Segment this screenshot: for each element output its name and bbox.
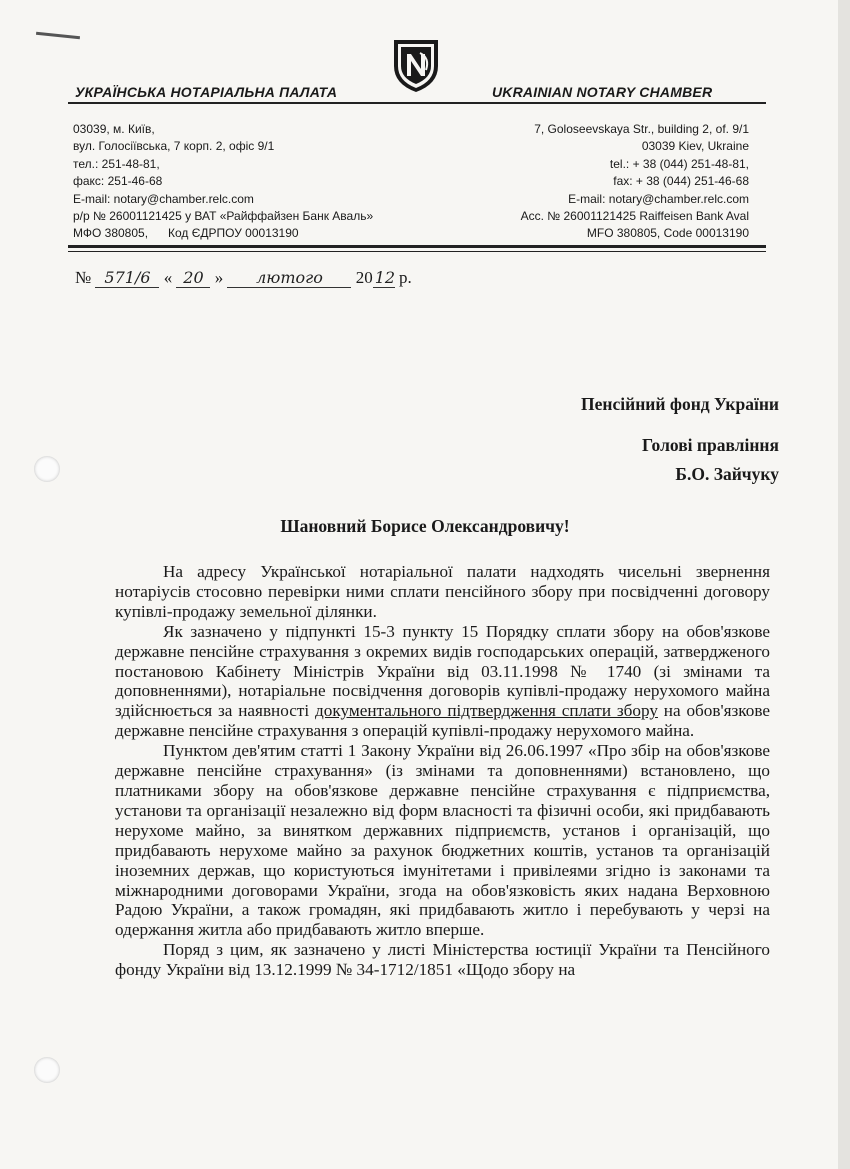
address-line: вул. Голосіївська, 7 корп. 2, офіс 9/1 <box>73 139 275 154</box>
org-name-ua: УКРАЇНСЬКА НОТАРІАЛЬНА ПАЛАТА <box>75 84 338 100</box>
underlined-phrase: документального підтвердження сплати збору <box>315 701 658 721</box>
address-rule-thin <box>68 251 766 252</box>
bank-code-line: MFO 380805, Code 00013190 <box>586 226 749 241</box>
address-block-en <box>521 121 749 243</box>
bank-account-line: р/р № 26001121425 у ВАТ «Райффайзен Банк Аваль» <box>73 209 374 224</box>
registration-year: 12 <box>374 268 396 287</box>
registration-day: 20 <box>176 268 210 288</box>
email-line: E-mail: notary@chamber.relc.com <box>568 191 749 206</box>
salutation: Шановний Борисе Олександровичу! <box>280 516 570 536</box>
address-line: 03039 Kiev, Ukraine <box>641 139 749 154</box>
open-quote: « <box>163 268 173 287</box>
fax-line: факс: 251-46-68 <box>73 174 163 189</box>
address-line: 7, Goloseevskaya Str., building 2, of. 9/1 <box>534 122 749 136</box>
paragraph: Поряд з цим, як зазначено у листі Міністерства юстиції України та Пенсійного фонду України від 13.12.1999 № 34-1712/1851 «Щодо збору на <box>115 940 770 980</box>
paragraph-text: на обов'язкове державне пенсійне страхування з операцій купівлі-продажу нерухомого майна. <box>115 701 771 741</box>
address-block-ua <box>73 121 373 243</box>
notary-chamber-logo-icon <box>390 36 442 94</box>
punch-hole-bottom <box>34 1057 60 1083</box>
phone-line: tel.: + 38 (044) 251-48-81, <box>609 156 749 171</box>
fax-line: fax: + 38 (044) 251-46-68 <box>613 174 749 189</box>
paragraph: На адресу Української нотаріальної палати надходять чисельні звернення нотаріусів стосовно перевірки ними сплати пенсійного збору при посвідченні договору купівлі-продажу земельної ділянки. <box>115 562 770 621</box>
recipient-org: Пенсійний фонд України <box>581 394 779 414</box>
email-line: E-mail: notary@chamber.relc.com <box>73 191 254 206</box>
address-rule-thick <box>68 245 766 248</box>
year-prefix: 20 <box>355 268 373 287</box>
paragraph: Пунктом дев'ятим статті 1 Закону України від 26.06.1997 «Про збір на обов'язкове державне пенсійне страхування» (із змінами та доповненнями) встановлено, що платниками збору на обов'язкове державне пенсійне страхування є підприємства, установи та організації незалежно від форм власності та фізичні особи, які придбавають нерухоме майно, за винятком державних підприємств, установ і організацій, що придбавають нерухоме майно за рахунок бюджетних коштів, установ та організацій іноземних держав, що користуються імунітетами і привілеями згідно із законами та міжнародними договорами України, згода на обов'язковість яких надана Верховною Радою України, а також громадян, які придбавають житло і перебувають у черзі на одержання житла або придбавають житло вперше. <box>115 741 770 940</box>
bank-code-line: МФО 380805, Код ЄДРПОУ 00013190 <box>73 226 299 241</box>
recipient-name: Б.О. Зайчуку <box>675 464 779 484</box>
recipient-block <box>581 390 779 489</box>
letter-body <box>115 562 770 980</box>
bank-account-line: Acc. № 26001121425 Raiffeisen Bank Aval <box>520 209 749 224</box>
org-name-en: UKRAINIAN NOTARY CHAMBER <box>492 84 713 100</box>
registration-line <box>75 268 412 288</box>
phone-line: тел.: 251-48-81, <box>73 156 160 171</box>
year-suffix: р. <box>398 268 412 287</box>
recipient-position: Голові правління <box>641 435 779 455</box>
paragraph-text: Як зазначено у підпункті 15-3 пункту 15 Порядку сплати збору на обов'язкове державне пенсійне страхування з окремих видів господарських операцій, затвердженого постановою Кабінету Міністрів України від 03.11.1998 № 1740 (зі змінами та доповненнями), нотаріальне посвідчення договорів купівлі-продажу нерухомого майна здійснюється за наявності <box>115 621 770 721</box>
close-quote: » <box>214 268 224 287</box>
scan-edge <box>838 0 850 1169</box>
number-label: № <box>75 268 92 287</box>
address-line: 03039, м. Київ, <box>73 122 155 136</box>
header-rule <box>68 102 766 104</box>
registration-number: 571/6 <box>95 268 159 288</box>
punch-hole-top <box>34 456 60 482</box>
registration-month: лютого <box>227 268 351 288</box>
paragraph <box>115 622 770 741</box>
